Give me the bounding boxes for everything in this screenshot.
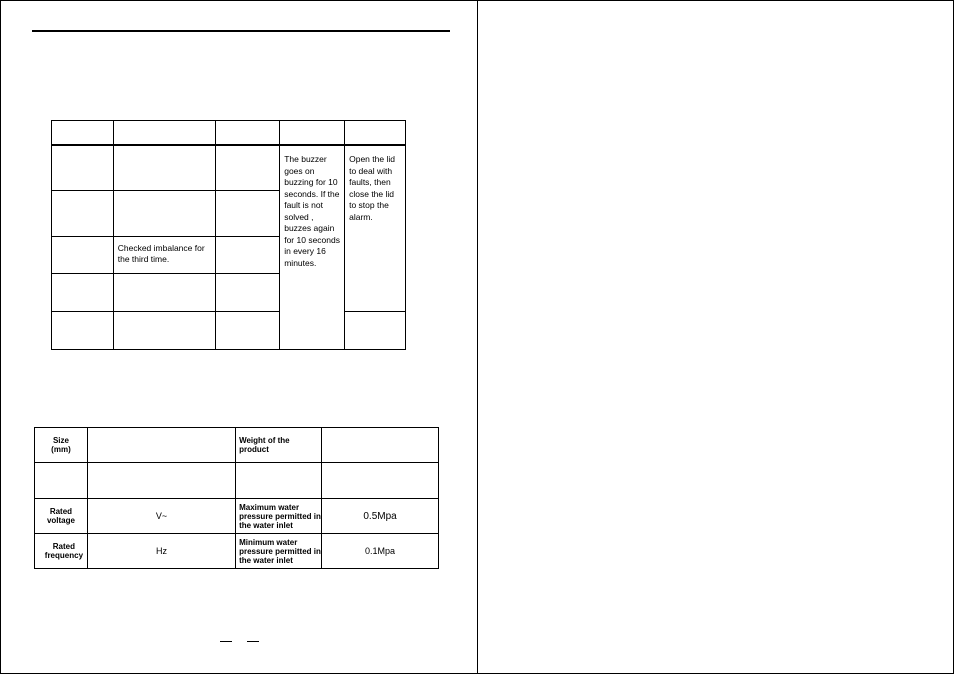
fault-description bbox=[114, 191, 216, 197]
page-divider bbox=[477, 0, 478, 674]
header-cell bbox=[280, 121, 345, 146]
header-rule bbox=[32, 30, 450, 32]
header-cell bbox=[52, 121, 114, 146]
header-cell bbox=[345, 121, 406, 146]
table-row bbox=[35, 534, 439, 569]
rated-voltage-label: Rated voltage bbox=[46, 507, 75, 525]
table-row bbox=[52, 145, 406, 190]
solution-description: Open the lid to deal with faults, then close the lid to stop the alarm. bbox=[349, 154, 395, 222]
underscore-mark bbox=[247, 641, 259, 642]
fault-description bbox=[114, 274, 216, 280]
weight-label: Weight of the product bbox=[239, 436, 290, 454]
table-row bbox=[35, 499, 439, 534]
rated-voltage-value: V~ bbox=[155, 511, 168, 521]
fault-description bbox=[114, 312, 216, 318]
fault-description: Checked imbalance for the third time. bbox=[117, 242, 205, 264]
header-cell bbox=[216, 121, 280, 146]
rated-frequency-value: Hz bbox=[155, 546, 167, 556]
table-row bbox=[52, 311, 406, 349]
max-pressure-value: 0.5Mpa bbox=[363, 510, 397, 522]
size-label: Size (mm) bbox=[51, 436, 71, 454]
min-pressure-label: Minimum water pressure permitted in the water inlet bbox=[239, 537, 321, 565]
buzzer-description: The buzzer goes on buzzing for 10 seconds. If the fault is not solved , buzzes again for 10 seconds in every 16 minutes. bbox=[284, 154, 340, 268]
max-pressure-label: Maximum water pressure permitted in the water inlet bbox=[239, 502, 321, 530]
min-pressure-value: 0.1Mpa bbox=[365, 546, 396, 556]
fault-description bbox=[114, 146, 216, 152]
fault-table-header bbox=[52, 121, 406, 146]
underscore-mark bbox=[220, 641, 232, 642]
spec-table bbox=[34, 427, 439, 569]
fault-table bbox=[51, 120, 406, 350]
table-row bbox=[35, 463, 439, 499]
rated-frequency-label: Rated frequency bbox=[44, 542, 84, 560]
table-row bbox=[35, 428, 439, 463]
header-cell bbox=[113, 121, 216, 146]
